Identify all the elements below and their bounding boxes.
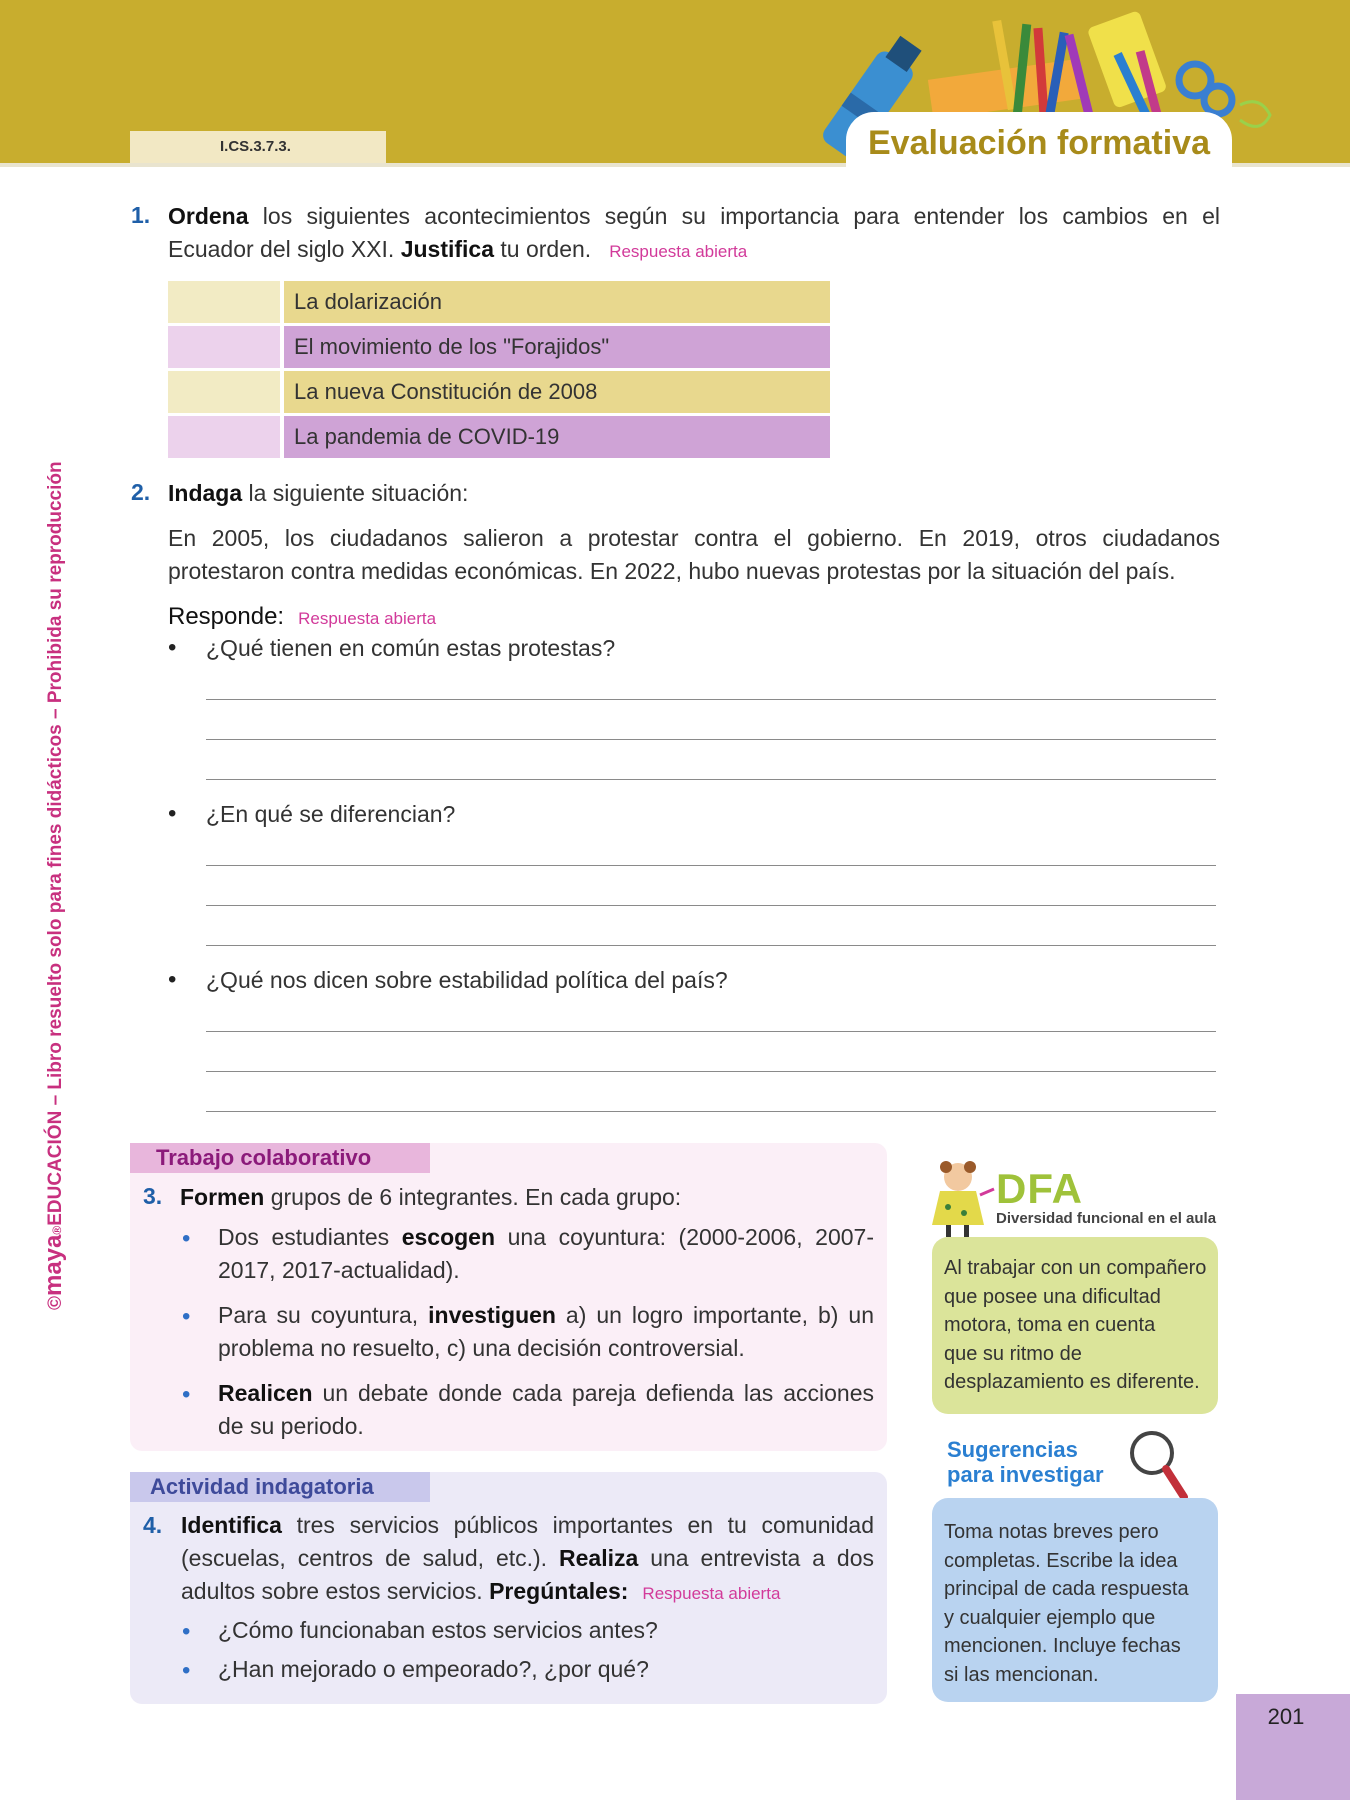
q1-answer: Respuesta abierta [609,242,748,261]
q2-bullet-2: ¿En qué se diferencian? [206,801,456,827]
q3-bullet-1-line1: Dos estudiantes escogen una coyuntura: (2000-2006, 2007- [218,1224,874,1250]
q2-bullet-3-dot: • [168,966,177,993]
page-title: Evaluación formativa [867,124,1210,162]
q3-bullet-1-line2: 2017, 2017-actualidad). [218,1257,460,1283]
q4-bullet-2-dot: • [182,1657,191,1684]
q1-row-3: La nueva Constitución de 2008 [168,371,830,413]
q4-line1: Identifica tres servicios públicos importantes en tu comunidad [181,1512,874,1538]
q3-bullet-3-dot: • [182,1381,191,1408]
curriculum-code: I.CS.3.7.3. [130,131,386,163]
q1-line2: Ecuador del siglo XXI. Justifica tu orden. Respuesta abierta [168,236,748,262]
answer-line[interactable] [206,1111,1216,1112]
q3-number: 3. [143,1183,163,1209]
q2-respond: Responde: Respuesta abierta [168,603,437,630]
q3-bullet-3-line2: de su periodo. [218,1413,364,1439]
answer-line[interactable] [206,779,1216,780]
q3-bullet-2-line2: problema no resuelto, c) una decisión controversial. [218,1335,745,1361]
copyright-side-text: ©maya®EDUCACIÓN – Libro resuelto solo para fines didácticos – Prohibida su reproducción [40,461,67,1310]
suggestions-text: Toma notas breves pero completas. Escribe la idea principal de cada respuesta y cualquier ejemplo que mencionen. Incluye fechas si las mencionan. [944,1521,1189,1686]
q2-bullet-2-dot: • [168,800,177,827]
q4-bullet-1-dot: • [182,1618,191,1645]
q1-line1: Ordena los siguientes acontecimientos según su importancia para entender los cambios en el [168,203,1220,229]
q4-bullet-1: ¿Cómo funcionaban estos servicios antes? [218,1617,658,1643]
answer-line[interactable] [206,699,1216,700]
q3-bullet-2-line1: Para su coyuntura, investiguen a) un logro importante, b) un [218,1302,874,1328]
page-number: 201 [1267,1704,1305,1729]
girl-illustration-icon [918,1155,998,1240]
q3-bullet-1-dot: • [182,1225,191,1252]
q3-lead: Formen grupos de 6 integrantes. En cada grupo: [180,1184,682,1210]
suggestions-title: Sugerencias para investigar [947,1437,1104,1487]
inquiry-activity-tag: Actividad indagatoria [130,1472,430,1502]
q2-answer: Respuesta abierta [298,609,437,628]
q4-number: 4. [143,1512,163,1538]
answer-line[interactable] [206,1071,1216,1072]
q3-bullet-2-dot: • [182,1303,191,1330]
q2-bullet-1: ¿Qué tienen en común estas protestas? [206,635,616,661]
q2-bullet-1-dot: • [168,634,177,661]
answer-line[interactable] [206,945,1216,946]
q2-para-line1: En 2005, los ciudadanos salieron a protestar contra el gobierno. En 2019, otros ciudadanos [168,525,1220,551]
answer-line[interactable] [206,1031,1216,1032]
q4-line2: (escuelas, centros de salud, etc.). Realiza una entrevista a dos [181,1545,874,1571]
paperclip-icon [1240,102,1270,127]
q2-para-line2: protestaron contra medidas económicas. En 2022, hubo nuevas protestas por la situación del país. [168,558,1176,584]
q4-bullet-2: ¿Han mejorado o empeorado?, ¿por qué? [218,1656,649,1682]
answer-line[interactable] [206,905,1216,906]
magnifier-icon [1124,1425,1192,1505]
q1-row-4: La pandemia de COVID-19 [168,416,830,458]
q2-lead: Indaga la siguiente situación: [168,480,469,506]
q1-row-2: El movimiento de los "Forajidos" [168,326,830,368]
answer-line[interactable] [206,739,1216,740]
dfa-logo: DFA [996,1165,1083,1212]
q2-bullet-3: ¿Qué nos dicen sobre estabilidad política del país? [206,967,728,993]
q1-number: 1. [131,202,151,228]
q3-bullet-3-line1: Realicen un debate donde cada pareja defienda las acciones [218,1380,874,1406]
answer-line[interactable] [206,865,1216,866]
q2-number: 2. [131,479,151,505]
collaborative-work-tag: Trabajo colaborativo [130,1143,430,1173]
q1-row-1: La dolarización [168,281,830,323]
q4-answer: Respuesta abierta [642,1584,781,1603]
q4-line3: adultos sobre estos servicios. Pregúntales: Respuesta abierta [181,1578,781,1604]
dfa-subtitle: Diversidad funcional en el aula [996,1210,1217,1227]
dfa-text: Al trabajar con un compañero que posee una dificultad motora, toma en cuenta que su ritmo de desplazamiento es diferente. [944,1257,1207,1393]
